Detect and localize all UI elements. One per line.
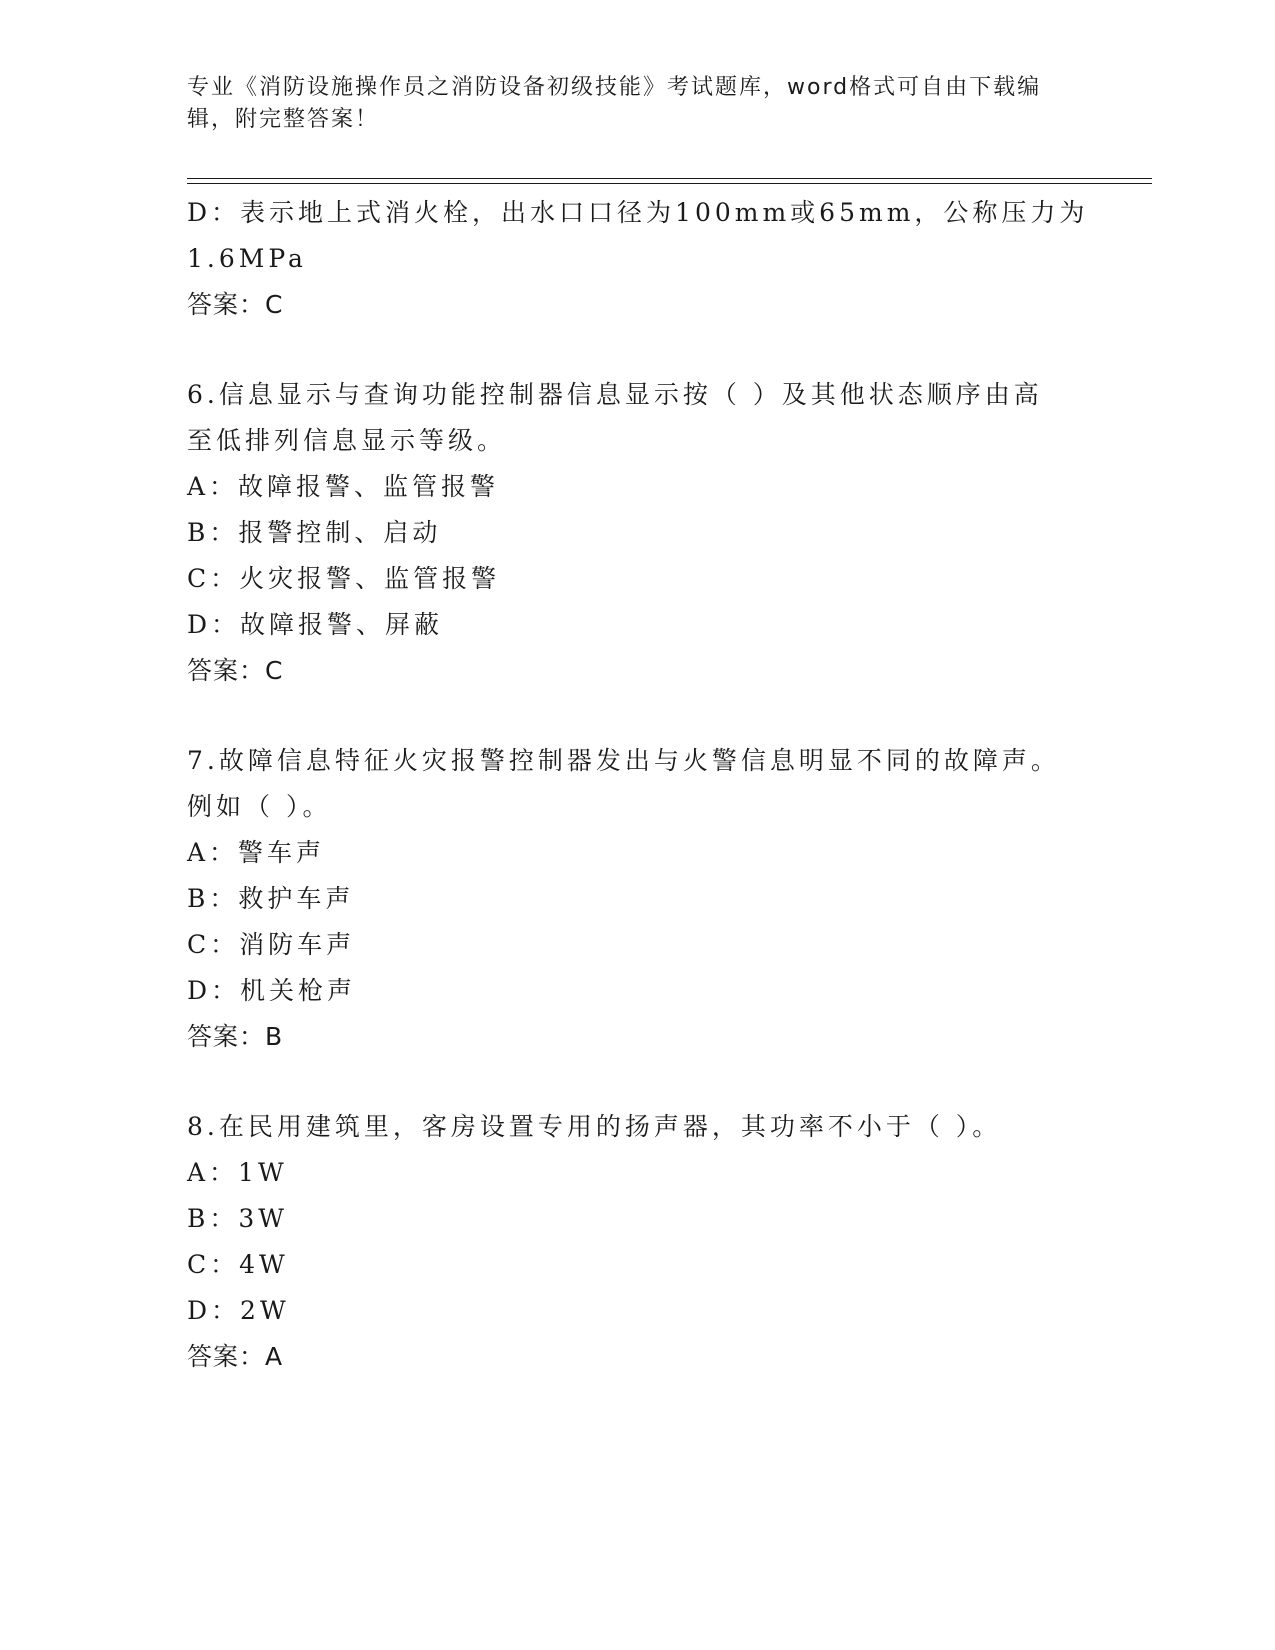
header-line-1: 专业《消防设施操作员之消防设备初级技能》考试题库，word格式可自由下载编 [187, 75, 1042, 100]
option-d: D：机关枪声 [187, 976, 357, 1005]
answer: 答案：C [187, 656, 284, 685]
spacer [187, 694, 1087, 738]
spacer [187, 1060, 1087, 1104]
option-a: A：警车声 [187, 838, 326, 867]
option-d: D：2W [187, 1296, 290, 1325]
answer: 答案：A [187, 1342, 284, 1371]
header-divider-bottom [187, 183, 1152, 184]
question-7 [187, 738, 1087, 1060]
option-c: C：火灾报警、监管报警 [187, 564, 501, 593]
option-c: C：消防车声 [187, 930, 356, 959]
answer: 答案：C [187, 290, 284, 319]
option-d: D：表示地上式消火栓，出水口口径为100mm或65mm，公称压力为 [187, 198, 1089, 227]
option-a: A：1W [187, 1158, 288, 1187]
option-d-continued: 1.6MPa [187, 244, 307, 273]
header-line-2: 辑，附完整答案！ [187, 107, 380, 132]
header-divider-top [187, 178, 1152, 179]
question-stem: 7.故障信息特征火灾报警控制器发出与火警信息明显不同的故障声。 [187, 746, 1060, 775]
question-5-tail [187, 190, 1087, 328]
option-b: B：3W [187, 1204, 288, 1233]
question-6 [187, 372, 1087, 694]
answer: 答案：B [187, 1022, 284, 1051]
option-a: A：故障报警、监管报警 [187, 472, 500, 501]
question-stem: 6.信息显示与查询功能控制器信息显示按（ ）及其他状态顺序由高 [187, 380, 1043, 409]
option-d: D：故障报警、屏蔽 [187, 610, 444, 639]
question-8 [187, 1104, 1087, 1380]
document-header [187, 72, 1067, 136]
question-stem: 8.在民用建筑里，客房设置专用的扬声器，其功率不小于（ ）。 [187, 1112, 1002, 1141]
question-stem-continued: 例如（ ）。 [187, 792, 332, 821]
question-stem-continued: 至低排列信息显示等级。 [187, 426, 507, 455]
option-c: C：4W [187, 1250, 289, 1279]
option-b: B：救护车声 [187, 884, 355, 913]
option-b: B：报警控制、启动 [187, 518, 442, 547]
question-list [187, 190, 1087, 1380]
spacer [187, 328, 1087, 372]
